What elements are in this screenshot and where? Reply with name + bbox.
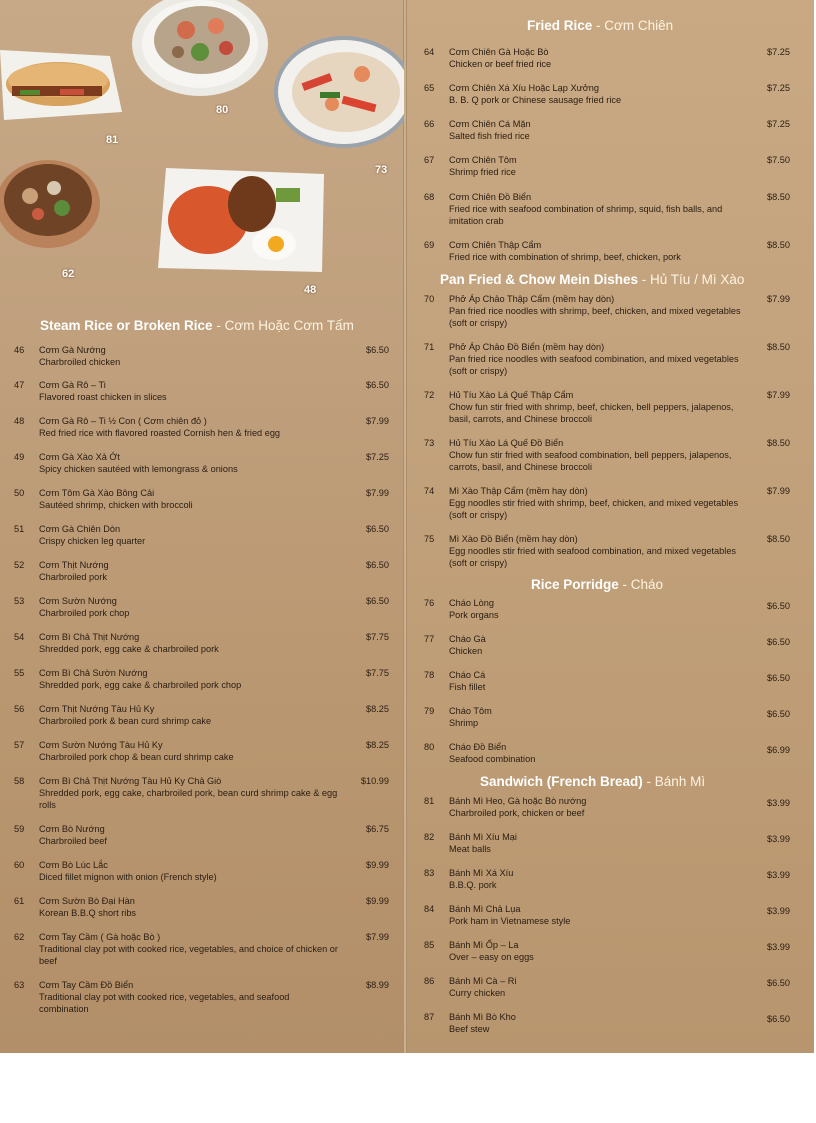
item-number: 85 [424,940,435,950]
item-name: Cháo Tôm [449,706,492,716]
item-price: $8.50 [767,534,790,544]
item-name: Cháo Lòng [449,598,494,608]
item-description: Diced fillet mignon with onion (French style) [39,872,217,882]
item-name: Bánh Mì Chả Lụa [449,904,521,914]
item-name: Bánh Mì Xíu Mại [449,832,517,842]
item-price: $3.99 [767,906,790,916]
item-number: 72 [424,390,435,400]
item-number: 48 [14,416,25,426]
item-name: Cơm Chiên Cá Mặn [449,119,531,129]
item-name: Cơm Gà Chiên Dòn [39,524,121,534]
item-number: 55 [14,668,25,678]
item-price: $7.99 [366,416,389,426]
item-description: Crispy chicken leg quarter [39,536,146,546]
item-description: Charbroiled pork, chicken or beef [449,808,585,818]
item-number: 46 [14,345,25,355]
item-description: Pork organs [449,610,499,620]
item-name: Cơm Gà Xào Xả Ớt [39,452,120,462]
item-number: 69 [424,240,435,250]
item-number: 57 [14,740,25,750]
item-description: Red fried rice with flavored roasted Cornish hen & fried egg [39,428,281,438]
item-description: B. B. Q pork or Chinese sausage fried rice [449,95,622,105]
item-number: 67 [424,155,435,165]
item-description: Over – easy on eggs [449,952,534,962]
item-price: $3.99 [767,870,790,880]
item-name: Cơm Gà Rô – Ti ½ Con ( Cơm chiên đỏ ) [39,416,207,426]
section-title-porridge: Rice Porridge - Cháo [531,577,664,592]
item-name: Cơm Sườn Bò Đại Hàn [39,896,135,906]
item-name: Bánh Mì Bò Kho [449,1012,516,1022]
item-number: 65 [424,83,435,93]
item-name: Cơm Bì Chả Thịt Nướng Tàu Hủ Ky Chả Giò [39,776,222,786]
item-number: 74 [424,486,435,496]
item-price: $7.99 [366,488,389,498]
item-description: Curry chicken [449,988,506,998]
item-number: 68 [424,192,435,202]
section-title-en: Fried Rice [527,18,593,33]
item-name: Cơm Bì Chả Thịt Nướng [39,632,140,642]
section-title-pan-fried: Pan Fried & Chow Mein Dishes - Hủ Tíu / Mì Xào [440,272,745,287]
photo-label-81: 81 [106,134,119,146]
item-number: 59 [14,824,25,834]
item-number: 84 [424,904,435,914]
item-number: 58 [14,776,25,786]
item-price: $6.50 [767,601,790,611]
item-price: $6.50 [366,380,389,390]
item-name: Bánh Mì Heo, Gà hoặc Bò nướng [449,796,587,806]
item-price: $7.99 [767,294,790,304]
item-description: Shredded pork, egg cake & charbroiled pork chop [39,680,242,690]
item-number: 47 [14,380,25,390]
item-number: 87 [424,1012,435,1022]
item-price: $7.50 [767,155,790,165]
item-number: 54 [14,632,25,642]
item-name: Cháo Gà [449,634,486,644]
item-name: Bánh Mì Ốp – La [449,940,519,950]
item-price: $6.50 [767,673,790,683]
item-number: 81 [424,796,435,806]
item-price: $6.50 [366,345,389,355]
item-description: Pork ham in Vietnamese style [449,916,571,926]
item-description: Charbroiled pork chop & bean curd shrimp cake [39,752,234,762]
item-price: $8.25 [366,704,389,714]
section-title-vn: Cơm Chiên [604,18,674,33]
item-number: 53 [14,596,25,606]
item-price: $8.50 [767,192,790,202]
item-name: Cơm Bì Chả Sườn Nướng [39,668,148,678]
item-number: 75 [424,534,435,544]
item-price: $7.25 [767,119,790,129]
item-number: 71 [424,342,435,352]
item-number: 60 [14,860,25,870]
item-name: Bánh Mì Cà – Ri [449,976,517,986]
item-number: 52 [14,560,25,570]
section-title-en: Pan Fried & Chow Mein Dishes [440,272,639,287]
item-description: B.B.Q. pork [449,880,497,890]
page-spine [403,0,407,1053]
item-name: Mì Xào Thập Cẩm (mềm hay dòn) [449,486,588,496]
photo-label-48: 48 [304,284,317,296]
item-name: Cơm Thịt Nướng [39,560,109,570]
item-price: $7.25 [767,83,790,93]
item-price: $7.25 [767,47,790,57]
item-description: Shrimp [449,718,479,728]
section-title-fried-rice: Fried Rice - Cơm Chiên [527,18,674,33]
item-number: 62 [14,932,25,942]
item-price: $7.25 [366,452,389,462]
section-title-steam-rice: Steam Rice or Broken Rice - Cơm Hoặc Cơm Tấm [40,318,354,333]
section-title-en: Steam Rice or Broken Rice [40,318,213,333]
item-name: Cơm Tay Cầm Đồ Biển [39,980,134,990]
item-number: 49 [14,452,25,462]
item-name: Cơm Chiên Gà Hoặc Bò [449,47,549,57]
item-number: 70 [424,294,435,304]
item-name: Cơm Tay Cầm ( Gà hoặc Bò ) [39,932,161,942]
item-description: Traditional clay pot with cooked rice, vegetables, and seafood combination [39,992,290,1014]
item-number: 82 [424,832,435,842]
item-name: Cháo Đồ Biển [449,742,507,752]
item-number: 80 [424,742,435,752]
item-name: Hủ Tíu Xào Lá Quế Đồ Biển [449,438,564,448]
item-price: $7.99 [767,486,790,496]
item-description: Meat balls [449,844,491,854]
item-description: Chicken [449,646,483,656]
item-description: Fish fillet [449,682,486,692]
item-description: Shredded pork, egg cake, charbroiled pork, bean curd shrimp cake & egg rolls [39,788,338,810]
item-price: $8.25 [366,740,389,750]
item-number: 73 [424,438,435,448]
item-description: Shrimp fried rice [449,167,516,177]
item-number: 78 [424,670,435,680]
item-price: $10.99 [360,776,389,786]
item-description: Spicy chicken sautéed with lemongrass & onions [39,464,238,474]
item-price: $6.50 [366,560,389,570]
item-name: Cơm Gà Rô – Ti [39,380,106,390]
item-name: Cơm Thịt Nướng Tàu Hủ Ky [39,704,155,714]
item-name: Cơm Bò Lúc Lắc [39,860,108,870]
item-price: $9.99 [366,896,389,906]
item-price: $8.50 [767,342,790,352]
food-photo-banh-mi [0,42,124,122]
item-price: $9.99 [366,860,389,870]
item-description: Charbroiled beef [39,836,107,846]
item-description: Flavored roast chicken in slices [39,392,167,402]
item-description: Egg noodles stir fried with shrimp, beef, chicken, and mixed vegetables (soft or crispy) [449,498,739,520]
food-photo-hu-tiu-xao [272,34,404,150]
item-number: 66 [424,119,435,129]
item-description: Pan fried rice noodles with shrimp, beef, chicken, and mixed vegetables (soft or crispy) [449,306,741,328]
item-price: $3.99 [767,798,790,808]
item-description: Chicken or beef fried rice [449,59,552,69]
item-price: $6.50 [767,637,790,647]
item-description: Traditional clay pot with cooked rice, vegetables, and choice of chicken or beef [39,944,338,966]
item-price: $8.99 [366,980,389,990]
item-number: 64 [424,47,435,57]
item-number: 51 [14,524,25,534]
item-description: Seafood combination [449,754,536,764]
item-price: $3.99 [767,942,790,952]
item-price: $6.50 [767,709,790,719]
item-price: $7.99 [366,932,389,942]
item-price: $6.50 [767,978,790,988]
photo-label-62: 62 [62,268,75,280]
item-number: 86 [424,976,435,986]
item-name: Cơm Bò Nướng [39,824,105,834]
item-description: Pan fried rice noodles with seafood combination, and mixed vegetables (soft or crispy) [449,354,739,376]
item-price: $6.50 [366,596,389,606]
item-name: Hủ Tíu Xào Lá Quế Thập Cẩm [449,390,574,400]
item-price: $8.50 [767,240,790,250]
section-title-vn: Cơm Hoặc Cơm Tấm [224,318,354,333]
section-title-en: Sandwich (French Bread) [480,774,643,789]
item-description: Chow fun stir fried with seafood combination, bell peppers, jalapenos, carrots, basil, and Chinese broccoli [449,450,732,472]
item-description: Salted fish fried rice [449,131,530,141]
photo-label-73: 73 [375,164,388,176]
item-name: Cơm Tôm Gà Xào Bông Cải [39,488,155,498]
food-photo-clay-pot [0,158,104,252]
item-description: Egg noodles stir fried with seafood combination, and mixed vegetables (soft or crispy) [449,546,737,568]
item-description: Sautéed shrimp, chicken with broccoli [39,500,193,510]
item-description: Fried rice with combination of shrimp, beef, chicken, pork [449,252,681,262]
item-description: Beef stew [449,1024,490,1034]
section-title-vn: Hủ Tíu / Mì Xào [650,272,745,287]
item-price: $6.75 [366,824,389,834]
section-title-sandwich: Sandwich (French Bread) - Bánh Mì [480,774,706,789]
item-price: $3.99 [767,834,790,844]
item-price: $8.50 [767,438,790,448]
food-photo-vermicelli [130,0,270,98]
item-number: 50 [14,488,25,498]
item-price: $7.75 [366,632,389,642]
item-name: Mì Xào Đồ Biển (mềm hay dòn) [449,534,578,544]
item-name: Cơm Chiên Xá Xíu Hoặc Lạp Xưởng [449,83,599,93]
item-number: 79 [424,706,435,716]
item-description: Shredded pork, egg cake & charbroiled pork [39,644,219,654]
item-description: Charbroiled pork chop [39,608,130,618]
item-name: Cơm Sườn Nướng [39,596,117,606]
section-title-vn: Bánh Mì [654,774,706,789]
item-number: 63 [14,980,25,990]
item-description: Charbroiled pork [39,572,107,582]
item-number: 56 [14,704,25,714]
item-name: Cơm Sườn Nướng Tàu Hủ Ky [39,740,163,750]
item-description: Fried rice with seafood combination of shrimp, squid, fish balls, and imitation crab [449,204,723,226]
item-number: 77 [424,634,435,644]
section-title-vn: Cháo [630,577,664,592]
item-description: Charbroiled chicken [39,357,121,367]
item-price: $6.99 [767,745,790,755]
item-number: 83 [424,868,435,878]
item-description: Korean B.B.Q short ribs [39,908,137,918]
item-name: Cơm Chiên Đồ Biển [449,192,532,202]
item-description: Charbroiled pork & bean curd shrimp cake [39,716,212,726]
item-description: Chow fun stir fried with shrimp, beef, chicken, bell peppers, jalapenos, basil, carrots, and Chinese broccoli [449,402,734,424]
item-number: 76 [424,598,435,608]
item-price: $7.75 [366,668,389,678]
item-number: 61 [14,896,25,906]
item-name: Cháo Cá [449,670,486,680]
section-title-en: Rice Porridge [531,577,619,592]
food-photo-com-ga [156,168,324,274]
item-name: Cơm Gà Nướng [39,345,106,355]
item-name: Cơm Chiên Thập Cẩm [449,240,542,250]
item-price: $7.99 [767,390,790,400]
item-name: Phở Áp Chảo Thập Cẩm (mềm hay dòn) [449,294,615,304]
item-price: $6.50 [366,524,389,534]
photo-label-80: 80 [216,104,229,116]
item-name: Phở Áp Chảo Đồ Biển (mềm hay dòn) [449,342,605,352]
item-name: Cơm Chiên Tôm [449,155,517,165]
item-name: Bánh Mì Xá Xíu [449,868,514,878]
item-price: $6.50 [767,1014,790,1024]
